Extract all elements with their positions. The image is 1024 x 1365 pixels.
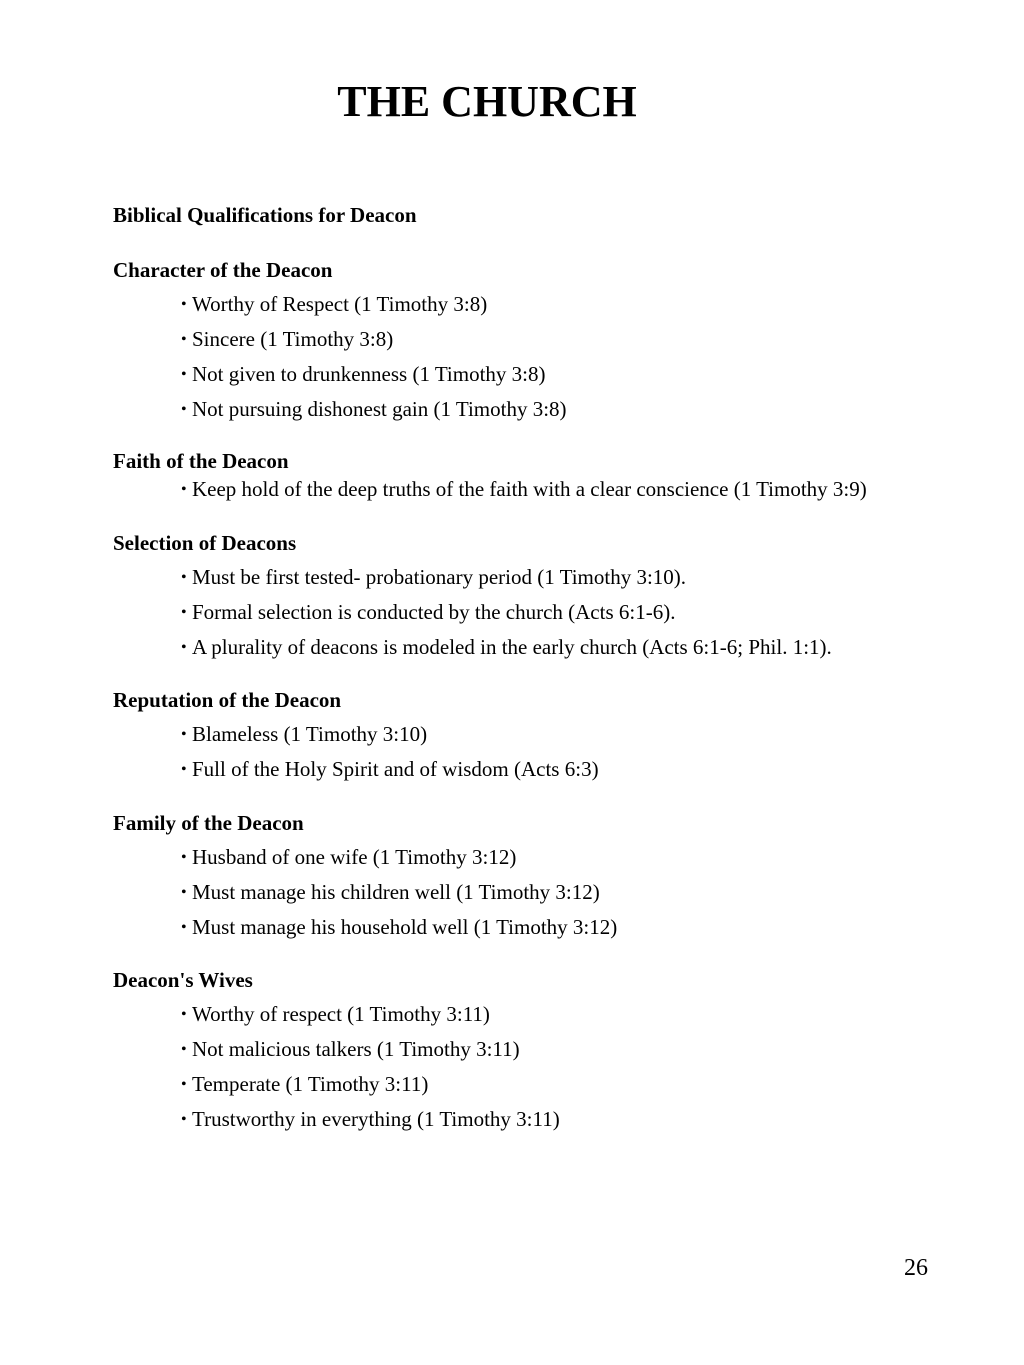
list-item-text: Must be first tested- probationary period (1 Timothy 3:10). xyxy=(192,565,687,589)
list-item-text: Must manage his children well (1 Timothy 3:12) xyxy=(192,880,600,904)
list-item-text: Sincere (1 Timothy 3:8) xyxy=(192,327,394,351)
page-title: THE CHURCH xyxy=(337,77,637,126)
section-faith xyxy=(113,447,973,507)
section-heading: Selection of Deacons xyxy=(113,531,297,555)
bullet-list xyxy=(113,997,973,1137)
list-item xyxy=(181,840,973,875)
bullet-icon: • xyxy=(181,849,187,866)
section-heading: Family of the Deacon xyxy=(113,811,304,835)
bullet-icon: • xyxy=(181,726,187,743)
bullet-list xyxy=(113,472,973,507)
list-item-text: Blameless (1 Timothy 3:10) xyxy=(192,722,428,746)
list-item xyxy=(181,392,973,427)
list-item xyxy=(181,1102,973,1137)
section-family xyxy=(113,809,973,945)
bullet-icon: • xyxy=(181,366,187,383)
list-item-text: Full of the Holy Spirit and of wisdom (Acts 6:3) xyxy=(192,757,599,781)
list-item xyxy=(181,717,973,752)
bullet-icon: • xyxy=(181,1111,187,1128)
list-item-text: Not pursuing dishonest gain (1 Timothy 3:8) xyxy=(192,397,567,421)
section-reputation xyxy=(113,686,973,787)
list-item-text: Keep hold of the deep truths of the faith with a clear conscience (1 Timothy 3:9) xyxy=(192,477,867,501)
list-item xyxy=(181,287,973,322)
list-item xyxy=(181,560,973,595)
list-item xyxy=(181,1067,973,1102)
list-item xyxy=(181,875,973,910)
list-item xyxy=(181,910,973,945)
bullet-icon: • xyxy=(181,331,187,348)
bullet-icon: • xyxy=(181,919,187,936)
list-item-text: Trustworthy in everything (1 Timothy 3:11) xyxy=(192,1107,560,1131)
page-number: 26 xyxy=(904,1255,928,1281)
bullet-list xyxy=(113,287,973,427)
list-item-text: Worthy of respect (1 Timothy 3:11) xyxy=(192,1002,490,1026)
list-item xyxy=(181,752,973,787)
bullet-icon: • xyxy=(181,481,187,498)
section-character xyxy=(113,256,973,427)
bullet-icon: • xyxy=(181,296,187,313)
document-heading: Biblical Qualifications for Deacon xyxy=(113,203,417,227)
bullet-icon: • xyxy=(181,761,187,778)
list-item xyxy=(181,997,973,1032)
section-selection xyxy=(113,529,973,665)
bullet-icon: • xyxy=(181,401,187,418)
bullet-icon: • xyxy=(181,884,187,901)
bullet-icon: • xyxy=(181,604,187,621)
section-heading: Reputation of the Deacon xyxy=(113,688,342,712)
list-item xyxy=(181,322,973,357)
list-item-text: Not given to drunkenness (1 Timothy 3:8) xyxy=(192,362,546,386)
bullet-list xyxy=(113,717,973,787)
bullet-icon: • xyxy=(181,1041,187,1058)
bullet-list xyxy=(113,840,973,945)
list-item-text: Formal selection is conducted by the church (Acts 6:1-6). xyxy=(192,600,676,624)
list-item-text: Must manage his household well (1 Timothy 3:12) xyxy=(192,915,618,939)
section-heading: Faith of the Deacon xyxy=(113,449,289,473)
list-item xyxy=(181,630,973,665)
bullet-icon: • xyxy=(181,639,187,656)
list-item-text: Temperate (1 Timothy 3:11) xyxy=(192,1072,429,1096)
list-item-text: Worthy of Respect (1 Timothy 3:8) xyxy=(192,292,488,316)
list-item-text: A plurality of deacons is modeled in the early church (Acts 6:1-6; Phil. 1:1). xyxy=(192,635,832,659)
list-item-text: Not malicious talkers (1 Timothy 3:11) xyxy=(192,1037,520,1061)
list-item xyxy=(181,472,973,507)
bullet-icon: • xyxy=(181,569,187,586)
list-item xyxy=(181,357,973,392)
list-item-text: Husband of one wife (1 Timothy 3:12) xyxy=(192,845,517,869)
section-heading: Character of the Deacon xyxy=(113,258,333,282)
bullet-list xyxy=(113,560,973,665)
section-heading: Deacon's Wives xyxy=(113,968,253,992)
bullet-icon: • xyxy=(181,1076,187,1093)
list-item xyxy=(181,595,973,630)
bullet-icon: • xyxy=(181,1006,187,1023)
list-item xyxy=(181,1032,973,1067)
section-wives xyxy=(113,966,973,1137)
